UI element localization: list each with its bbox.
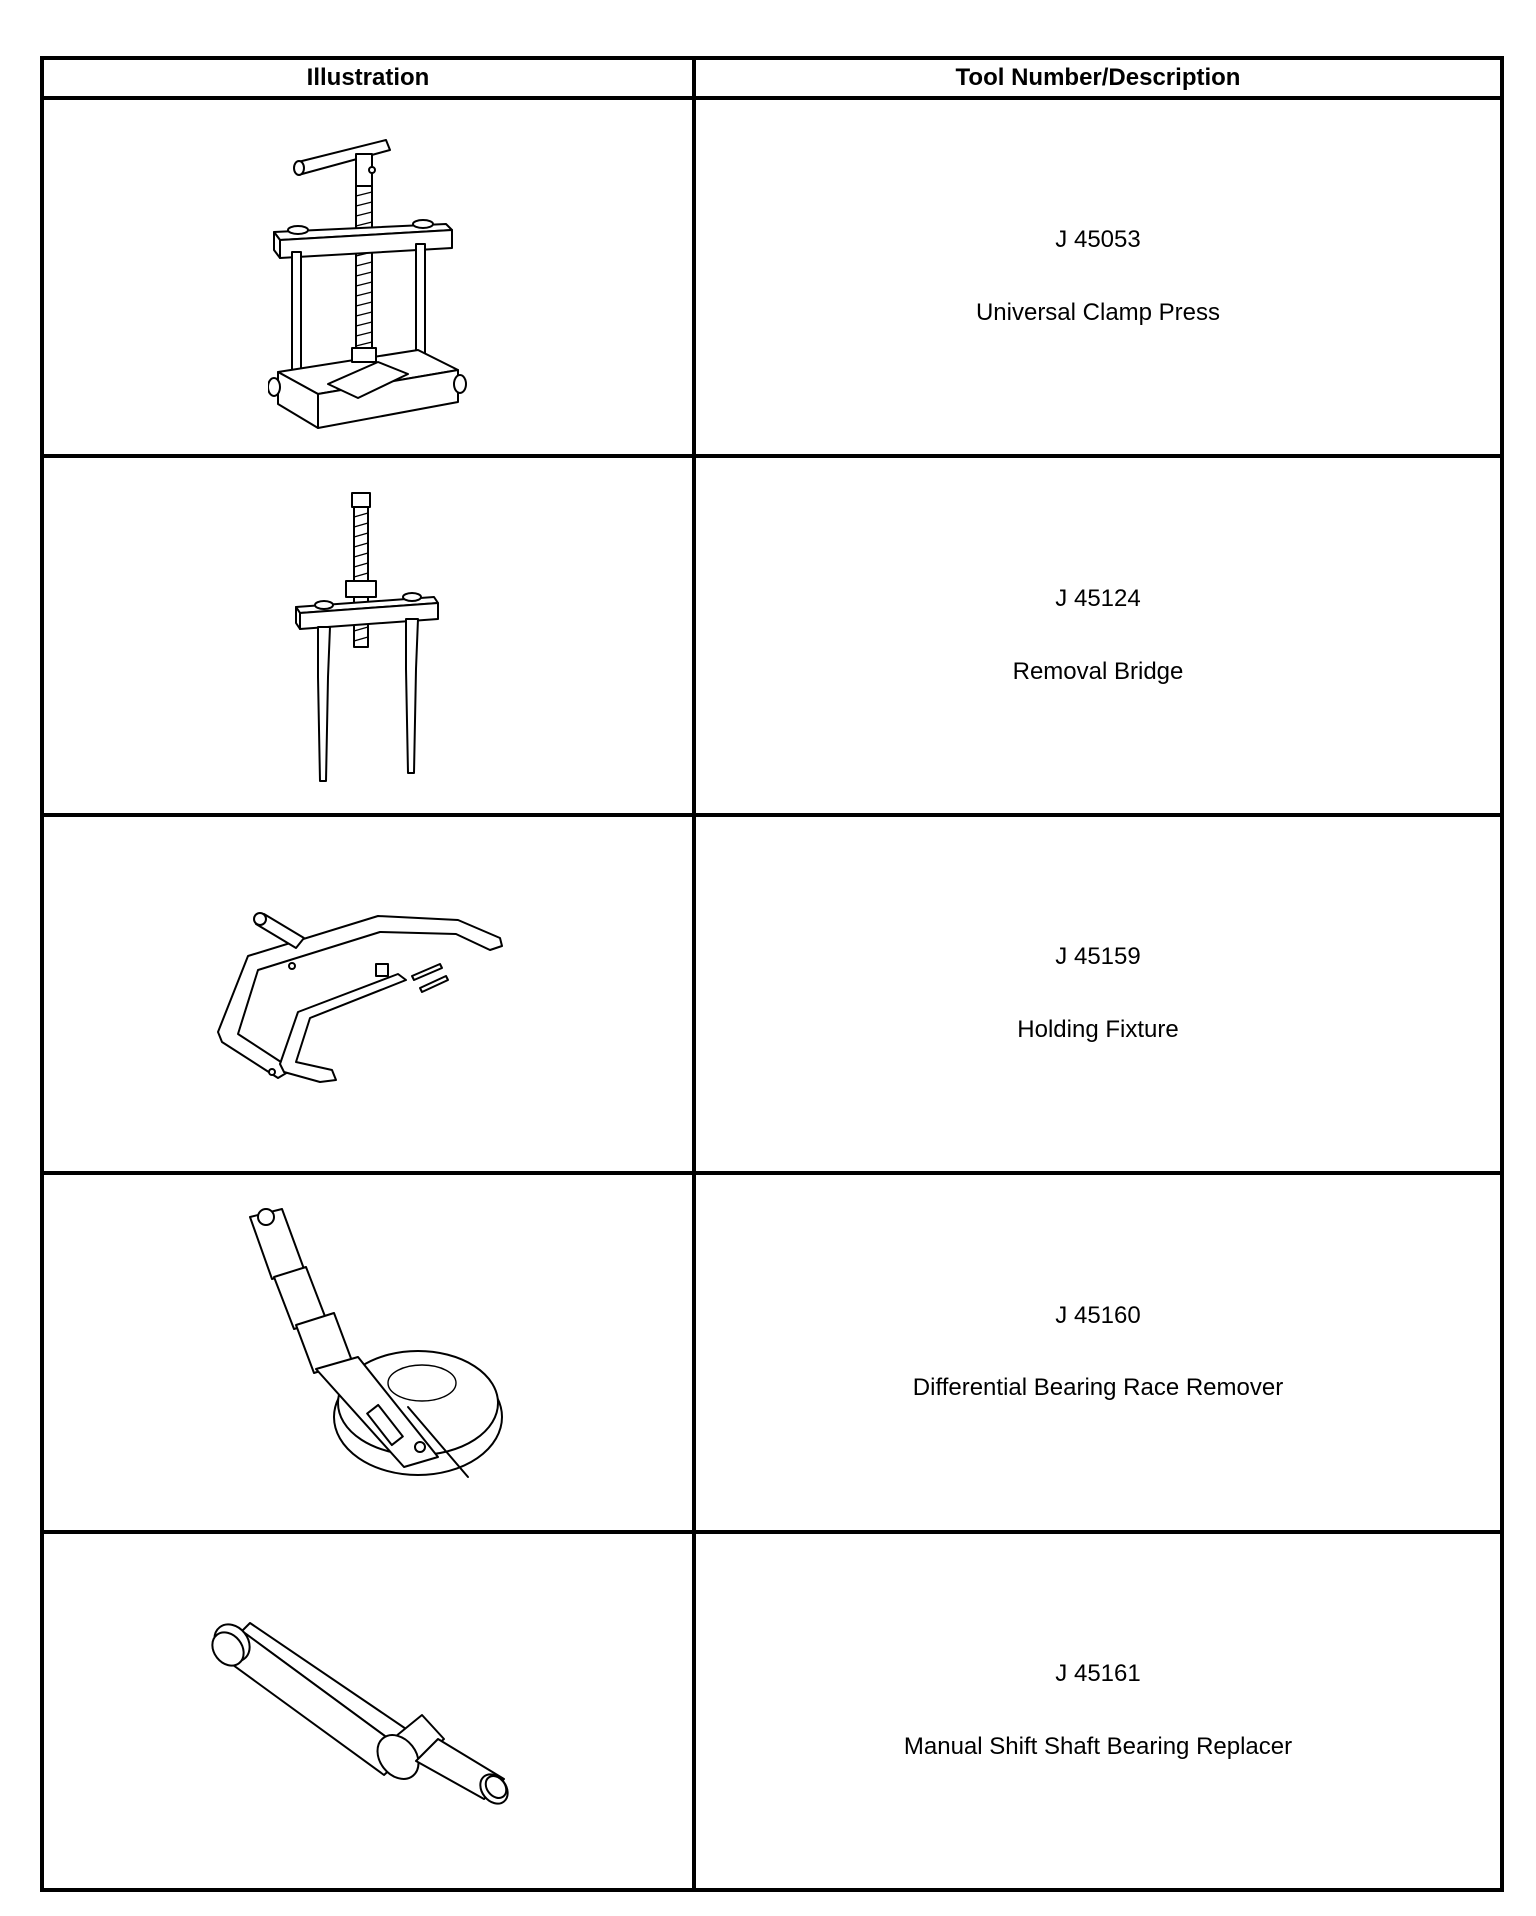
- description-cell: [694, 1173, 1502, 1531]
- illustration-cell: [42, 98, 694, 456]
- tool-number: J 45161: [1055, 1659, 1141, 1687]
- universal-clamp-press-icon: [268, 112, 468, 442]
- illustration-cell: [42, 1532, 694, 1890]
- table-row: [42, 98, 1502, 456]
- tool-number: J 45160: [1055, 1301, 1141, 1329]
- illustration-cell: [42, 815, 694, 1173]
- tool-number: J 45124: [1055, 584, 1141, 612]
- description-cell: [694, 815, 1502, 1173]
- table-row: [42, 815, 1502, 1173]
- removal-bridge-icon: [288, 481, 448, 791]
- header-tool-description: Tool Number/Description: [694, 58, 1502, 98]
- tool-number: J 45159: [1055, 943, 1141, 971]
- table-row: [42, 1173, 1502, 1531]
- description-cell: [694, 456, 1502, 814]
- bearing-replacer-icon: [208, 1591, 528, 1831]
- tool-number: J 45053: [1055, 226, 1141, 254]
- tool-description: Universal Clamp Press: [975, 299, 1221, 327]
- tool-description: Holding Fixture: [1017, 1015, 1179, 1043]
- bearing-race-remover-icon: [208, 1197, 528, 1507]
- illustration-cell: [42, 1173, 694, 1531]
- tool-description: Manual Shift Shaft Bearing Replacer: [903, 1732, 1293, 1760]
- table-row: [42, 1532, 1502, 1890]
- holding-fixture-icon: [208, 894, 528, 1094]
- tool-description: Removal Bridge: [1012, 657, 1184, 685]
- description-cell: [694, 1532, 1502, 1890]
- table-row: [42, 456, 1502, 814]
- tool-description: Differential Bearing Race Remover: [912, 1374, 1284, 1402]
- header-illustration: Illustration: [42, 58, 694, 98]
- tool-table: [40, 56, 1504, 1892]
- table-header-row: [42, 58, 1502, 98]
- illustration-cell: [42, 456, 694, 814]
- description-cell: [694, 98, 1502, 456]
